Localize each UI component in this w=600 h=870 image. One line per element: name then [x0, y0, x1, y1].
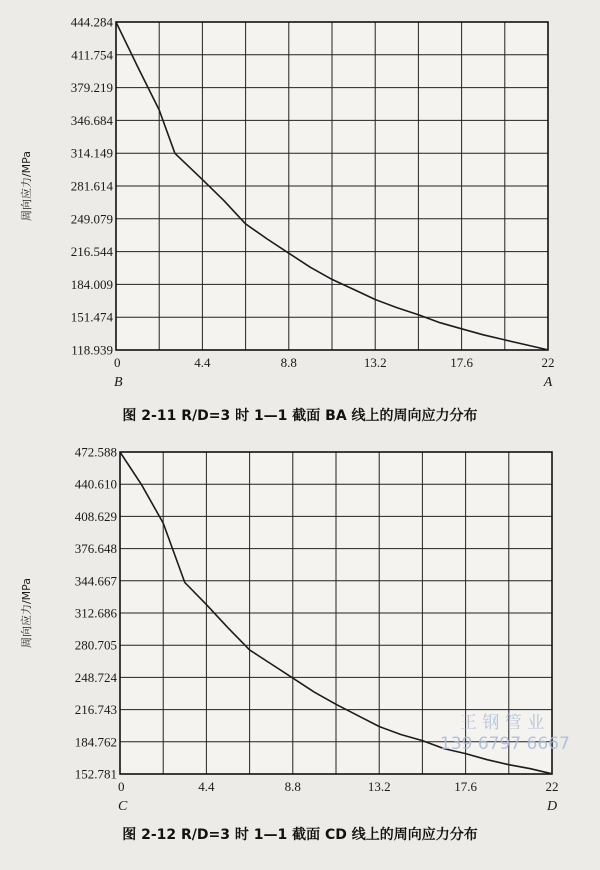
x-tick-label: 8.8 — [284, 779, 301, 794]
y-tick-label: 216.544 — [70, 244, 113, 260]
y-tick-label: 248.724 — [74, 669, 117, 685]
x-tick-label: 0 — [114, 355, 121, 370]
x-tick-label: 13.2 — [367, 779, 391, 794]
x-tick-label: 17.6 — [454, 779, 477, 794]
y-tick-label: 472.588 — [74, 444, 117, 460]
y-tick-label: 440.610 — [74, 476, 117, 492]
x-end-label: A — [543, 375, 553, 390]
y-tick-label: 151.474 — [70, 309, 113, 325]
chart-2 — [0, 430, 600, 870]
y-tick-label: 312.686 — [74, 605, 117, 621]
y-tick-label: 344.667 — [74, 573, 117, 589]
x-tick-label: 17.6 — [450, 355, 473, 370]
x-start-label: C — [118, 799, 128, 814]
y-tick-label: 444.284 — [70, 14, 113, 30]
y-tick-label: 184.762 — [74, 734, 117, 750]
x-tick-label: 8.8 — [280, 355, 297, 370]
chart-caption: 图 2-11 R/D=3 时 1—1 截面 BA 线上的周向应力分布 — [122, 408, 478, 424]
x-start-label: B — [114, 375, 123, 390]
x-tick-label: 13.2 — [363, 355, 387, 370]
x-tick-label: 22 — [541, 355, 555, 370]
y-tick-label: 184.009 — [70, 276, 113, 292]
watermark-line-1: 王 钢 管 业 — [460, 713, 545, 733]
y-tick-label: 411.754 — [71, 47, 113, 63]
y-axis-label: 周向应力/MPa — [20, 150, 33, 222]
x-tick-label: 4.4 — [194, 355, 211, 370]
x-tick-label: 0 — [118, 779, 125, 794]
y-tick-label: 249.079 — [70, 211, 113, 227]
chart-caption: 图 2-12 R/D=3 时 1—1 截面 CD 线上的周向应力分布 — [122, 827, 478, 843]
chart-1 — [0, 0, 600, 430]
x-end-label: D — [546, 799, 558, 814]
x-tick-label: 4.4 — [198, 779, 215, 794]
y-tick-label: 281.614 — [70, 178, 113, 194]
y-tick-label: 379.219 — [70, 80, 113, 96]
y-axis-label: 周向应力/MPa — [20, 577, 33, 649]
y-tick-label: 408.629 — [74, 508, 117, 524]
x-tick-label: 22 — [545, 779, 559, 794]
y-tick-label: 280.705 — [74, 637, 117, 653]
y-tick-label: 216.743 — [74, 702, 117, 718]
y-tick-label: 152.781 — [74, 766, 117, 782]
y-tick-label: 118.939 — [71, 342, 113, 358]
y-tick-label: 346.684 — [70, 112, 113, 128]
y-tick-label: 376.648 — [74, 541, 117, 557]
y-tick-label: 314.149 — [70, 145, 113, 161]
watermark-line-2: 139 6797 6667 — [440, 734, 570, 754]
